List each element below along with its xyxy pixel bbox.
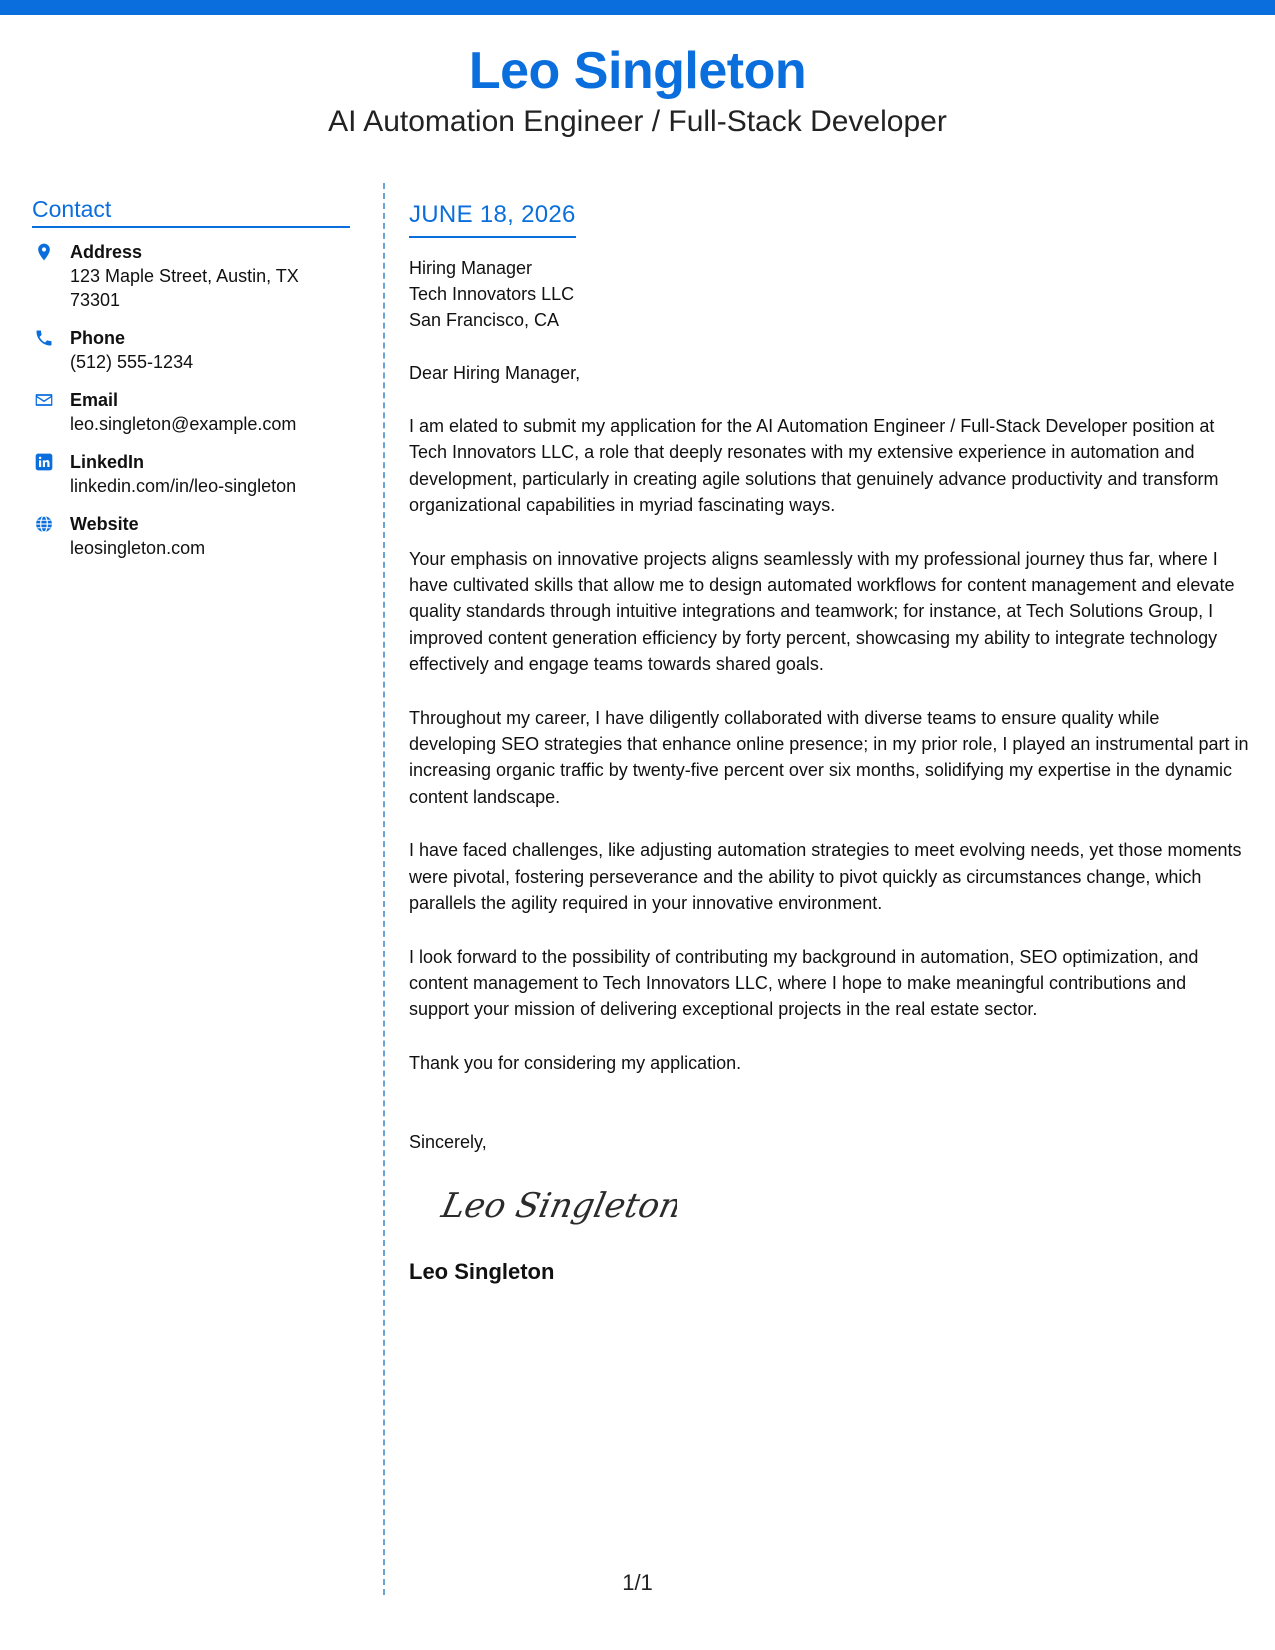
map-pin-icon (34, 242, 54, 262)
letter-body (409, 200, 1249, 1286)
applicant-name: Leo Singleton (468, 42, 807, 100)
handwritten-signature (437, 1175, 677, 1235)
top-accent-bar (0, 0, 1275, 15)
body-paragraph: I am elated to submit my application for the AI Automation Engineer / Full-Stack Developer position at Tech Innovators LLC, a role that deeply resonates with my extensive experience in automation and development, particularly in creating agile solutions that genuinely advance productivity and transform organizational capabilities in myriad fascinating ways. (409, 416, 1219, 516)
contact-label-email: Email (70, 390, 119, 410)
contact-value-email: leo.singleton@example.com (70, 414, 297, 434)
contact-value-linkedin: linkedin.com/in/leo-singleton (70, 476, 297, 496)
linkedin-icon (34, 452, 54, 472)
body-paragraph: Throughout my career, I have diligently collaborated with diverse teams to ensure quality while developing SEO strategies that enhance online presence; in my prior role, I played an instrumental part in increasing organic traffic by twenty-five percent over six months, solidifying my expertise in the dynamic content landscape. (409, 707, 1249, 807)
column-divider (383, 183, 385, 1595)
signer-name: Leo Singleton (409, 1259, 555, 1285)
envelope-icon (34, 390, 54, 410)
contact-label-address: Address (70, 242, 143, 262)
recipient-line: San Francisco, CA (409, 310, 560, 330)
closing: Sincerely, (409, 1132, 487, 1153)
page-number: 1/1 (622, 1570, 653, 1595)
letter-header (0, 40, 1275, 142)
contact-item-phone (32, 326, 350, 374)
letter-date: JUNE 18, 2026 (409, 200, 576, 238)
contact-item-website (32, 512, 350, 560)
body-paragraph: I have faced challenges, like adjusting automation strategies to meet evolving needs, yet those moments were pivotal, fostering perseverance and the ability to pivot quickly as circumstances change, which parallels the agility required in your innovative environment. (409, 840, 1242, 914)
body-paragraph: Your emphasis on innovative projects aligns seamlessly with my professional journey thus far, where I have cultivated skills that allow me to design automated workflows for content management and elevate quality standards through intuitive integrations and teamwork; for instance, at Tech Solutions Group, I improved content generation efficiency by forty percent, showcasing my ability to integrate technology effectively and engage teams towards shared goals. (409, 548, 1235, 675)
contact-value-website: leosingleton.com (70, 538, 206, 558)
recipient-line: Hiring Manager (409, 258, 533, 278)
svg-text:Leo Singleton: Leo Singleton (438, 1186, 677, 1227)
body-paragraph: Thank you for considering my application. (409, 1052, 742, 1073)
applicant-job-title: AI Automation Engineer / Full-Stack Developer (328, 105, 947, 138)
contact-item-address (32, 240, 350, 312)
contact-label-linkedin: LinkedIn (70, 452, 145, 472)
contact-value-phone: (512) 555-1234 (70, 352, 194, 372)
contact-label-phone: Phone (70, 328, 126, 348)
contact-label-website: Website (70, 514, 139, 534)
salutation: Dear Hiring Manager, (409, 363, 581, 383)
contact-item-email (32, 388, 350, 436)
recipient-line: Tech Innovators LLC (409, 284, 575, 304)
phone-icon (34, 328, 54, 348)
contact-value-address: 123 Maple Street, Austin, TX 73301 (70, 266, 299, 310)
globe-icon (34, 514, 54, 534)
contact-heading: Contact (32, 195, 350, 228)
contact-list (32, 240, 350, 560)
contact-sidebar (32, 195, 350, 574)
body-paragraph: I look forward to the possibility of contributing my background in automation, SEO optimization, and content management to Tech Innovators LLC, where I hope to make meaningful contributions and support your mission of delivering exceptional projects in the real estate sector. (409, 946, 1199, 1020)
contact-item-linkedin (32, 450, 350, 498)
recipient-block (409, 255, 1249, 333)
